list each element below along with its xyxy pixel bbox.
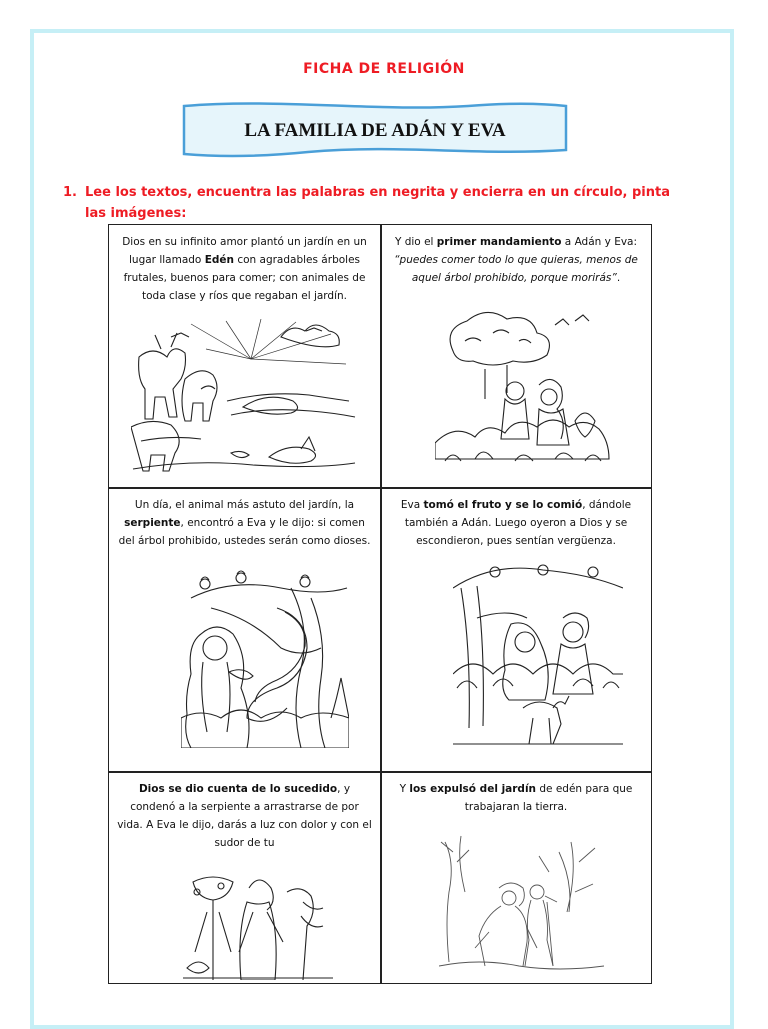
panel-1-text-b: con agradables árboles frutales, buenos para comer; con animales de toda clase y ríos que regaban el jardín. — [123, 254, 366, 302]
panel-6-text-b: de edén para que trabajaran la tierra. — [464, 783, 633, 813]
panel-3-keyword: serpiente — [124, 517, 181, 529]
expulsion-illustration — [439, 832, 604, 972]
story-panel-2 — [381, 225, 651, 487]
story-panel-1 — [109, 225, 380, 487]
panel-4-text-a: Eva — [400, 499, 424, 511]
panel-2-text-b: a Adán y Eva: — [561, 236, 638, 248]
adam-eve-hiding-illustration — [453, 558, 623, 754]
story-grid — [108, 224, 652, 984]
panel-6-text-a: Y — [399, 783, 410, 795]
panel-2-text-a: Y dio el — [394, 236, 437, 248]
panel-6-keyword: los expulsó del jardín — [409, 783, 537, 795]
worksheet-title: LA FAMILIA DE ADÁN Y EVA — [244, 120, 506, 141]
panel-4-keyword: tomó el fruto y se lo comió — [423, 499, 583, 511]
panel-1-text-a: Dios en su infinito amor plantó un jardín en un lugar llamado — [122, 236, 367, 266]
worksheet-header: FICHA DE RELIGIÓN — [303, 61, 465, 77]
panel-4-text — [389, 496, 643, 550]
panel-2-text-c: . — [616, 272, 621, 284]
panel-2-quote: “puedes comer todo lo que quieras, menos de aquel árbol prohibido, porque morirás” — [394, 254, 638, 284]
panel-3-text-b: , encontró a Eva y le dijo: si comen del árbol prohibido, ustedes serán como dioses. — [118, 517, 371, 547]
panel-4-text-b: , dándole también a Adán. Luego oyeron a Dios y se escondieron, pues sentían vergüenza. — [404, 499, 632, 547]
serpient-and-eve-illustration — [181, 568, 349, 748]
panel-1-keyword: Edén — [204, 254, 234, 266]
panel-6-text — [389, 780, 643, 816]
panel-1-text — [117, 233, 372, 305]
story-panel-4 — [381, 488, 651, 771]
panel-2-keyword: primer mandamiento — [436, 236, 562, 248]
panel-5-text — [117, 780, 372, 852]
story-panel-3 — [109, 488, 380, 771]
panel-5-keyword: Dios se dio cuenta de lo sucedido — [138, 783, 338, 795]
instruction-number: 1. — [63, 185, 77, 200]
story-panel-6 — [381, 772, 651, 983]
god-judgement-illustration — [183, 872, 333, 980]
panel-5-text-a: , y condenó a la serpiente a arrastrarse de por vida. A Eva le dijo, darás a luz con dolor y con el sudor de tu — [117, 783, 372, 849]
adam-and-eve-illustration — [435, 311, 610, 483]
instruction-text: Lee los textos, encuentra las palabras en negrita y encierra en un círculo, pinta las imágenes: — [85, 185, 670, 221]
panel-2-text — [389, 233, 643, 287]
panel-3-text-a: Un día, el animal más astuto del jardín, la — [134, 499, 355, 511]
panel-3-text — [117, 496, 372, 550]
story-panel-5 — [109, 772, 380, 983]
garden-of-eden-illustration — [131, 319, 356, 477]
title-banner — [178, 98, 572, 164]
